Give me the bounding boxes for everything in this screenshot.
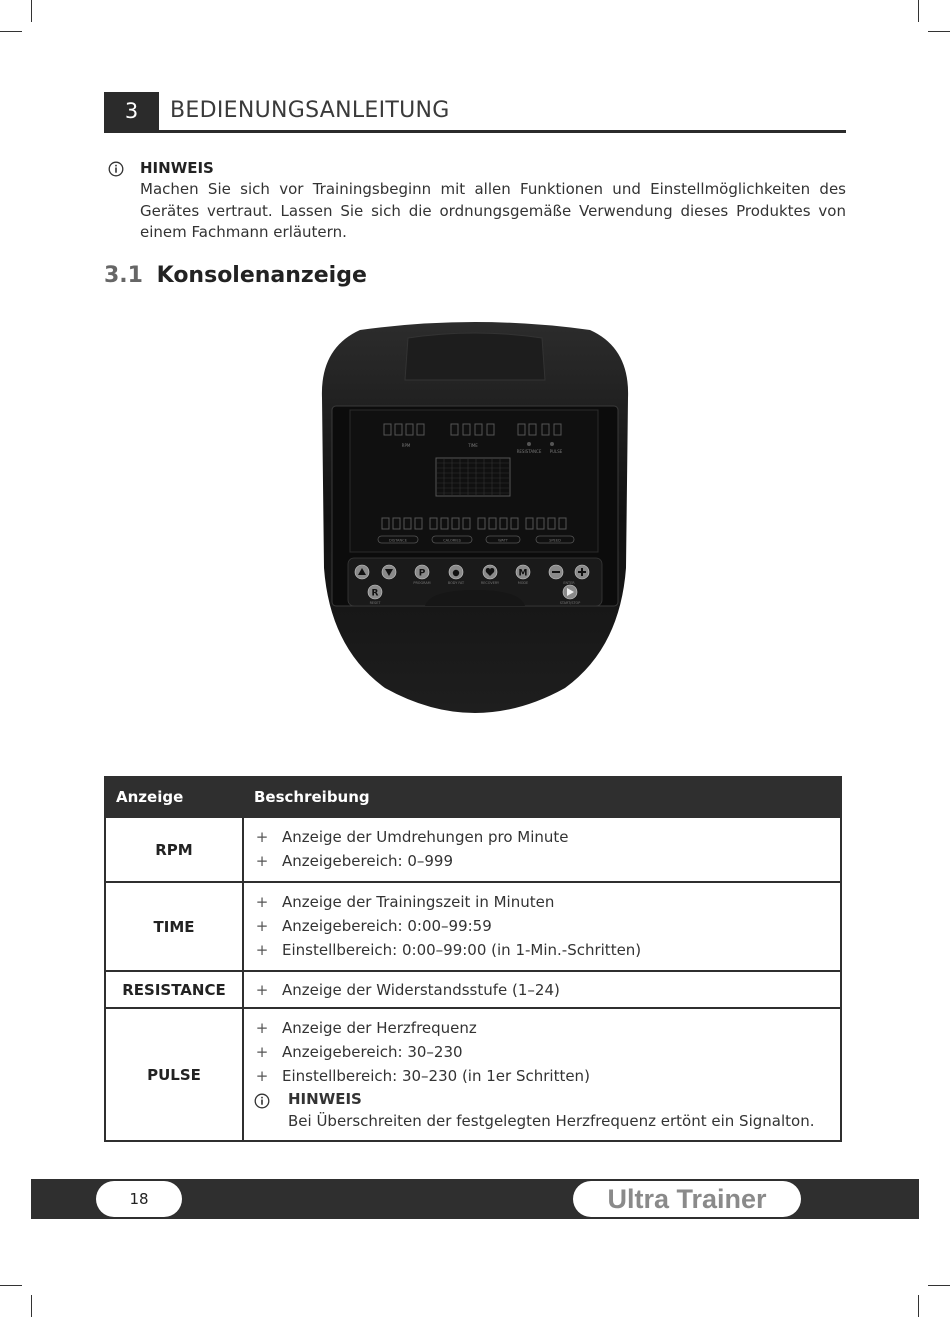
crop-mark [0, 1285, 22, 1286]
label-time: TIME [468, 443, 478, 448]
label-body-fat: BODY FAT [447, 581, 465, 585]
crop-mark [918, 1295, 919, 1317]
plus-bullet: + [255, 828, 269, 846]
chapter-number: 3 [104, 92, 159, 131]
row-label: RESISTANCE [105, 971, 243, 1008]
label-speed: SPEED [549, 538, 561, 543]
table-row-pulse [105, 1008, 841, 1141]
header-anzeige: Anzeige [105, 777, 243, 817]
console-top-tab [405, 333, 545, 380]
brand-logo: Ultra Trainer [607, 1184, 767, 1214]
crop-mark [918, 0, 919, 22]
crop-mark [0, 31, 22, 32]
crop-mark [31, 1295, 32, 1317]
crop-mark [928, 31, 950, 32]
section-title: Konsolenanzeige [156, 263, 367, 288]
label-mode: MODE [517, 581, 529, 585]
table-row-resistance [105, 971, 841, 1008]
chapter-header [104, 92, 846, 133]
plus-bullet: + [255, 893, 269, 911]
spec-table [104, 776, 842, 1142]
table-row-rpm [105, 817, 841, 882]
table-row-time [105, 882, 841, 971]
list-item: + Anzeige der Widerstandsstufe (1–24) [252, 978, 830, 1002]
row-description [243, 882, 841, 971]
info-icon [108, 161, 124, 177]
list-item: + Anzeige der Trainingszeit in Minuten [252, 890, 830, 914]
label-reset: RESET [369, 601, 381, 605]
pulse-hint [252, 1089, 830, 1132]
list-item: + Anzeige der Herzfrequenz [252, 1016, 830, 1040]
console-illustration [320, 318, 630, 718]
row-description [243, 817, 841, 882]
list-item: + Einstellbereich: 30–230 (in 1er Schritten) [252, 1064, 830, 1088]
info-icon [254, 1093, 270, 1109]
label-rpm: RPM [401, 443, 411, 448]
chapter-title: BEDIENUNGSANLEITUNG [170, 98, 450, 123]
page-number: 18 [129, 1190, 149, 1208]
label-start-stop: START/STOP [559, 601, 581, 605]
row-label: RPM [105, 817, 243, 882]
label-resistance: RESISTANCE [516, 449, 542, 454]
row-description [243, 971, 841, 1008]
header-beschreibung: Beschreibung [243, 777, 841, 817]
intro-hint [104, 158, 846, 244]
plus-bullet: + [255, 941, 269, 959]
plus-bullet: + [255, 852, 269, 870]
row-label: TIME [105, 882, 243, 971]
list-item: + Anzeige der Umdrehungen pro Minute [252, 825, 830, 849]
crop-mark [31, 0, 32, 22]
hint-text: Bei Überschreiten der festgelegten Herzfrequenz ertönt ein Signalton. [288, 1112, 815, 1130]
reset-glyph: R [371, 588, 379, 599]
table-header-row [105, 777, 841, 817]
label-pulse: PULSE [549, 449, 563, 454]
label-recovery: RECOVERY [480, 581, 500, 585]
mode-glyph: M [518, 568, 528, 579]
chapter-rule [104, 130, 846, 133]
list-item: + Anzeigebereich: 30–230 [252, 1040, 830, 1064]
list-item: + Anzeigebereich: 0–999 [252, 849, 830, 873]
crop-mark [928, 1285, 950, 1286]
section-number: 3.1 [104, 263, 143, 288]
list-item: + Einstellbereich: 0:00–99:00 (in 1-Min.-Schritten) [252, 938, 830, 962]
plus-bullet: + [255, 917, 269, 935]
minus-icon [552, 571, 560, 573]
hint-title: HINWEIS [288, 1090, 362, 1108]
label-watt: WATT [498, 538, 508, 543]
label-program: PROGRAM [413, 581, 431, 585]
body-fat-icon [453, 570, 459, 576]
label-distance: DISTANCE [389, 538, 407, 543]
plus-bullet: + [255, 1067, 269, 1085]
plus-bullet: + [255, 980, 269, 999]
label-enter: ENTER [563, 581, 575, 585]
section-heading [104, 263, 367, 288]
hint-text: Machen Sie sich vor Trainingsbeginn mit allen Funktionen und Einstellmöglichkeiten des Gerätes vertraut. Lassen Sie sich die ordnungsgemäße Verwendung dieses Produktes von einem Fachmann erläutern. [140, 180, 846, 241]
row-label: PULSE [105, 1008, 243, 1141]
list-item: + Anzeigebereich: 0:00–99:59 [252, 914, 830, 938]
plus-bullet: + [255, 1043, 269, 1061]
hint-title: HINWEIS [140, 159, 214, 177]
program-glyph: P [418, 568, 426, 579]
label-calories: CALORIES [443, 538, 461, 543]
row-description [243, 1008, 841, 1141]
plus-bullet: + [255, 1019, 269, 1037]
